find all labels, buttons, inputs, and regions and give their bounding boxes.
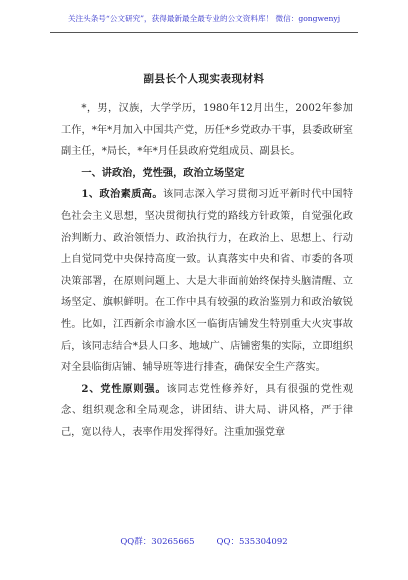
header-divider <box>50 32 358 33</box>
header-banner: 关注头条号“公文研究”，获得最新最全最专业的公文资料库！ 微信：gongwenyj <box>67 14 341 23</box>
paragraph-political-quality-text: 该同志深入学习贯彻习近平新时代中国特色社会主义思想，坚决贯彻执行党的路线方针政策，自觉强化政治判断力、政治领悟力、政治执行力，在政治上、思想上、行动上自觉同党中央保持高度一致。认真落实中央和省、市委的各项决策部署，在原则问题上、大是大非面前始终保持头脑清醒、立场坚定、旗帜鲜明。在工作中具有较强的政治鉴别力和政治敏锐性。比如，江西新余市渝水区一临街店铺发生特别重大火灾事故后，该同志结合*县人口多、地域广、店铺密集的实际，立即组织对全县临街店铺、辅导班等进行排查，确保安全生产落实。 <box>61 189 353 374</box>
section-heading-1: 一、讲政治，党性强，政治立场坚定 <box>81 166 245 179</box>
footer-qq: QQ：535304092 <box>216 537 288 547</box>
footer-contacts <box>0 535 408 547</box>
footer-qq-group: QQ群：30265665 <box>120 537 195 547</box>
document-title: 副县长个人现实表现材料 <box>143 73 265 85</box>
paragraph-political-quality <box>61 184 353 378</box>
paragraph-party-principle-text: 该同志党性修养好，具有很强的党性观念、组织观念和全局观念，讲团结、讲大局、讲风格，严于律己，宽以待人，表率作用发挥得好。注重加强党章 <box>61 383 353 438</box>
paragraph-party-principle <box>61 379 353 444</box>
document-body <box>61 98 353 444</box>
subheading-political-quality: 1、政治素质高。 <box>81 188 163 201</box>
subheading-party-principle: 2、党性原则强。 <box>81 382 167 395</box>
intro-paragraph: *，男，汉族，大学学历，1980年12月出生，2002年参加工作，*年*月加入中国共产党，历任*乡党政办干事，县委政研室副主任，*局长，*年*月任县政府党组成员、副县长。 <box>61 103 353 158</box>
